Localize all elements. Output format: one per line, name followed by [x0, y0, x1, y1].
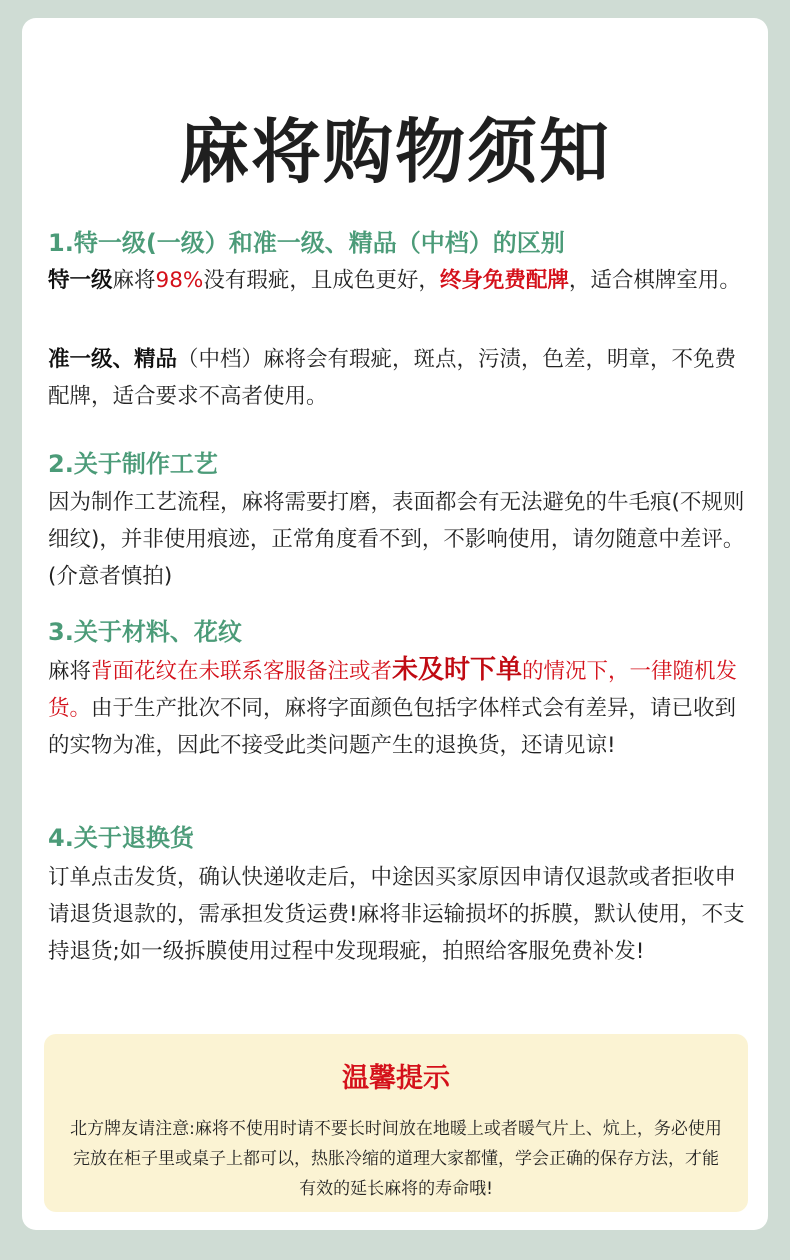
- section-1-heading: 1.特一级(一级）和准一级、精品（中档）的区别: [48, 229, 565, 257]
- text-segment: ，适合棋牌室用。: [568, 268, 741, 293]
- percent-value: 98%: [155, 268, 204, 293]
- text-segment: 麻将: [48, 659, 92, 684]
- section-4-heading: 4.关于退换货: [48, 824, 194, 852]
- page-title: 麻将购物须知: [179, 111, 611, 193]
- highlight-text-large: 未及时下单: [392, 655, 523, 685]
- section-3-paragraph: [48, 652, 748, 764]
- section-2-paragraph: 因为制作工艺流程，麻将需要打磨，表面都会有无法避免的牛毛痕(不规则细纹)，并非使用痕迹，正常角度看不到，不影响使用，请勿随意中差评。(介意者慎拍): [48, 490, 745, 589]
- notice-card: [22, 18, 768, 1230]
- tip-text: 北方牌友请注意:麻将不使用时请不要长时间放在地暖上或者暖气片上、炕上，务必使用完放在柜子里或桌子上都可以，热胀冷缩的道理大家都懂，学会正确的保存方法，才能有效的延长麻将的寿命哦!: [70, 1119, 722, 1199]
- text-segment: （中档）麻将会有瑕疵，斑点，污渍，色差，明章，不免费配牌，适合要求不高者使用。: [48, 347, 737, 409]
- grade-label: 特一级: [48, 268, 113, 293]
- highlight-text: 背面花纹在未联系客服备注或者: [91, 659, 393, 684]
- highlight-text: 的情况下，一律随机发货。: [48, 659, 738, 721]
- text-segment: 由于生产批次不同，麻将字面颜色包括字体样式会有差异，请已收到的实物为准，因此不接受此类问题产生的退换货，还请见谅!: [48, 696, 737, 758]
- tip-title: 温馨提示: [342, 1063, 450, 1094]
- section-2-heading: 2.关于制作工艺: [48, 450, 218, 478]
- warm-tip-box: [44, 1034, 748, 1212]
- text-segment: 麻将: [112, 268, 156, 293]
- section-4-paragraph: 订单点击发货，确认快递收走后，中途因买家原因申请仅退款或者拒收申请退货退款的，需承担发货运费!麻将非运输损坏的拆膜，默认使用，不支持退货;如一级拆膜使用过程中发现瑕疵，拍照给客服免费补发!: [48, 865, 745, 964]
- section-3-heading: 3.关于材料、花纹: [48, 618, 242, 646]
- grade-label: 准一级、精品: [48, 347, 178, 372]
- highlight-text: 终身免费配牌: [439, 268, 569, 293]
- section-1-paragraph-2: [48, 341, 748, 415]
- section-1-paragraph-1: [48, 262, 748, 299]
- text-segment: 没有瑕疵，且成色更好，: [203, 268, 440, 293]
